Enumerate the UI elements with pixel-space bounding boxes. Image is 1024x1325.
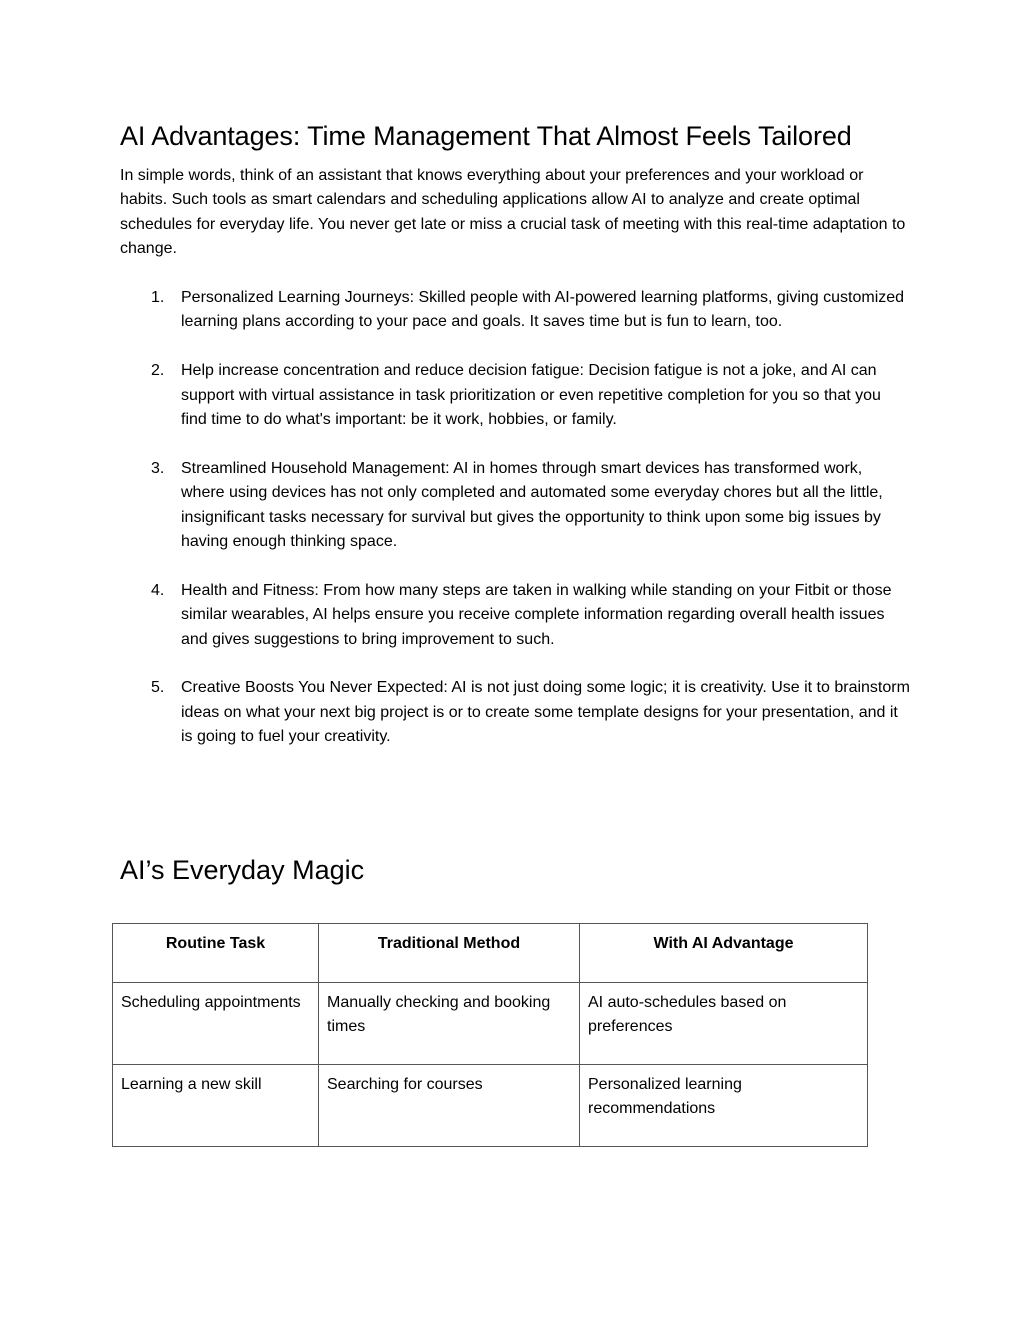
list-item-text: Health and Fitness: From how many steps are taken in walking while standing on your Fitbit or those similar wearables, AI helps ensure you receive complete information regarding overall health issues and gives suggestions to bring improvement to such. xyxy=(181,581,892,648)
comparison-table xyxy=(112,923,868,1147)
table-header-row xyxy=(113,924,868,983)
list-item xyxy=(120,286,910,335)
table-header-cell: Traditional Method xyxy=(319,924,580,983)
section-heading-time-management: AI Advantages: Time Management That Almost Feels Tailored xyxy=(120,121,852,151)
table-row xyxy=(113,1065,868,1147)
list-item xyxy=(120,457,910,555)
list-item-number: 1. xyxy=(151,289,165,306)
list-item xyxy=(120,359,910,432)
list-item xyxy=(120,579,910,652)
list-item-number: 5. xyxy=(151,679,165,697)
table-cell: Learning a new skill xyxy=(113,1065,319,1147)
table-cell: Manually checking and booking times xyxy=(319,983,580,1065)
list-item-number: 4. xyxy=(151,581,165,599)
list-item-number: 2. xyxy=(151,362,165,380)
table-cell: Scheduling appointments xyxy=(113,983,319,1065)
list-item-text: Streamlined Household Management: AI in homes through smart devices has transformed work, where using devices has not only completed and automated some everyday chores but all the little, insignificant tasks necessary for survival but gives the opportunity to think upon some big issues by having enough thinking space. xyxy=(181,459,883,551)
intro-paragraph: In simple words, think of an assistant that knows everything about your preferences and your workload or habits. Such tools as smart calendars and scheduling applications allow AI to analyze and create optimal schedules for everyday life. You never get late or miss a crucial task of meeting with this real-time adaptation to change. xyxy=(120,167,906,258)
table-cell: Personalized learning recommendations xyxy=(580,1065,868,1147)
table-row xyxy=(113,983,868,1065)
table-header-cell: Routine Task xyxy=(113,924,319,983)
list-item-text: Help increase concentration and reduce decision fatigue: Decision fatigue is not a joke, and AI can support with virtual assistance in task prioritization or even repetitive completion for you so that you find time to do what's important: be it work, hobbies, or family. xyxy=(181,362,881,429)
section-heading-everyday-magic: AI’s Everyday Magic xyxy=(120,855,365,885)
table-header-cell: With AI Advantage xyxy=(580,924,868,983)
advantages-list xyxy=(120,286,910,774)
list-item-text: Creative Boosts You Never Expected: AI is not just doing some logic; it is creativity. Use it to brainstorm ideas on what your next big project is or to create some template designs for your presentation, and it is going to fuel your creativity. xyxy=(181,679,910,746)
table-cell: AI auto-schedules based on preferences xyxy=(580,983,868,1065)
table-cell: Searching for courses xyxy=(319,1065,580,1147)
list-item xyxy=(120,676,910,749)
list-item-text: Personalized Learning Journeys: Skilled people with AI-powered learning platforms, giving customized learning plans according to your pace and goals. It saves time but is fun to learn, too. xyxy=(181,289,905,331)
list-item-number: 3. xyxy=(151,459,165,477)
